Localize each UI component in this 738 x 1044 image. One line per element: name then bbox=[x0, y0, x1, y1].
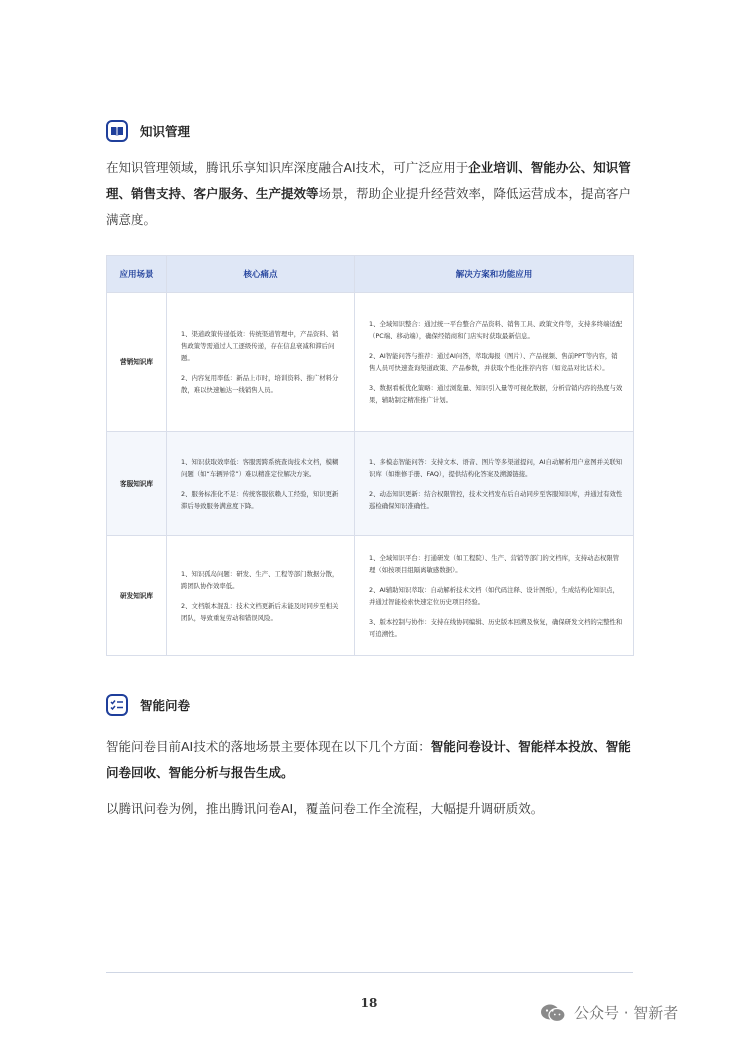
pain-point: 1、知识获取效率低：客服需跨系统查询技术文档，模糊问题（如“车辆异常”）难以精准定位解决方案。 bbox=[181, 457, 339, 478]
pain-cell bbox=[167, 293, 355, 432]
section-intro-survey bbox=[106, 734, 636, 786]
watermark-text: 公众号 · 智新者 bbox=[574, 1004, 679, 1022]
knowledge-table bbox=[106, 255, 634, 656]
table-header-row bbox=[107, 256, 634, 293]
intro-highlight: 智能问卷设计、智能样本投放、智能问卷回收、智能分析与报告生成。 bbox=[106, 739, 631, 780]
intro-text: 场景，帮助企业提升经营效率，降低运营成本，提高客户满意度。 bbox=[106, 186, 632, 227]
pain-point: 2、服务标准化不足：传统客服依赖人工经验，知识更新滞后导致服务满意度下降。 bbox=[181, 489, 339, 510]
solution-cell bbox=[355, 536, 634, 656]
intro-text: 在知识管理领域，腾讯乐享知识库深度融合AI技术，可广泛应用于 bbox=[106, 160, 469, 175]
scene-cell: 营销知识库 bbox=[107, 293, 167, 432]
scene-cell: 客服知识库 bbox=[107, 432, 167, 536]
section-note-survey: 以腾讯问卷为例，推出腾讯问卷AI，覆盖问卷工作全流程，大幅提升调研质效。 bbox=[106, 801, 544, 816]
pain-cell bbox=[167, 432, 355, 536]
table-row bbox=[107, 432, 634, 536]
section-intro-knowledge bbox=[106, 155, 636, 233]
solution-item: 1、多模态智能问答：支持文本、语音、图片等多渠道提问，AI自动解析用户意图并关联知识库（如维修手册、FAQ），提供结构化答案及溯源链接。 bbox=[369, 457, 623, 478]
footer-divider bbox=[106, 972, 633, 973]
solution-item: 1、全域知识整合：通过统一平台整合产品资料、销售工具、政策文件等，支持多终端适配（PC端、移动端），确保经销商和门店实时获取最新信息。 bbox=[369, 320, 623, 340]
solution-item: 2、动态知识更新：结合权限管控，技术文档发布后自动同步至客服知识库，并通过有效性巡检确保知识准确性。 bbox=[369, 489, 623, 510]
column-header: 应用场景 bbox=[107, 256, 167, 293]
section-header-knowledge bbox=[106, 120, 190, 142]
pain-cell bbox=[167, 536, 355, 656]
solution-item: 2、AI辅助知识萃取：自动解析技术文档（如代码注释、设计图纸），生成结构化知识点，并通过智能检索快速定位历史项目经验。 bbox=[369, 585, 619, 606]
solution-cell bbox=[355, 432, 634, 536]
solution-item: 1、全域知识平台：打通研发（如工程院）、生产、营销等部门的文档库，支持动态权限管理（如按项目组隔离敏感数据）。 bbox=[369, 553, 620, 574]
watermark bbox=[540, 1002, 678, 1023]
solution-item: 3、数据看板优化策略：通过浏览量、知识引入量等可视化数据，分析营销内容的热度与效果，辅助制定精准推广计划。 bbox=[369, 384, 623, 404]
intro-highlight: 企业培训、智能办公、知识管理、销售支持、客户服务、生产提效等 bbox=[106, 160, 631, 201]
checklist-icon bbox=[106, 694, 128, 716]
page-number: 18 bbox=[360, 996, 378, 1010]
book-icon bbox=[106, 120, 128, 142]
section-title: 智能问卷 bbox=[140, 698, 191, 713]
solution-cell bbox=[355, 293, 634, 432]
solution-item: 3、版本控制与协作：支持在线协同编辑、历史版本回溯及恢复，确保研发文档的完整性和可追溯性。 bbox=[369, 617, 623, 638]
table-row bbox=[107, 293, 634, 432]
scene-cell: 研发知识库 bbox=[107, 536, 167, 656]
pain-point: 2、内容复用率低：新品上市时，培训资料、推广材料分散，难以快速触达一线销售人员。 bbox=[181, 374, 339, 394]
intro-text: 智能问卷目前AI技术的落地场景主要体现在以下几个方面： bbox=[106, 739, 431, 754]
pain-point: 2、文档版本混乱：技术文档更新后未能及时同步至相关团队，导致重复劳动和错误风险。 bbox=[181, 601, 339, 622]
pain-point: 1、渠道政策传递低效：传统渠道管理中，产品资料、销售政策等需通过人工逐级传递，存在信息衰减和滞后问题。 bbox=[181, 330, 339, 362]
section-header-survey bbox=[106, 694, 190, 716]
wechat-icon bbox=[540, 1003, 566, 1023]
column-header: 解决方案和功能应用 bbox=[355, 256, 634, 293]
table-row bbox=[107, 536, 634, 656]
pain-point: 1、知识孤岛问题：研发、生产、工程等部门数据分散，跨团队协作效率低。 bbox=[181, 569, 339, 590]
column-header: 核心痛点 bbox=[167, 256, 355, 293]
solution-item: 2、AI智能问答与推荐：通过AI问答，萃取海报（图片）、产品视频、售前PPT等内容，销售人员可快速查询渠道政策、产品参数，并获取个性化推荐内容（如竞品对比话术）。 bbox=[369, 352, 618, 372]
section-title: 知识管理 bbox=[140, 124, 191, 139]
